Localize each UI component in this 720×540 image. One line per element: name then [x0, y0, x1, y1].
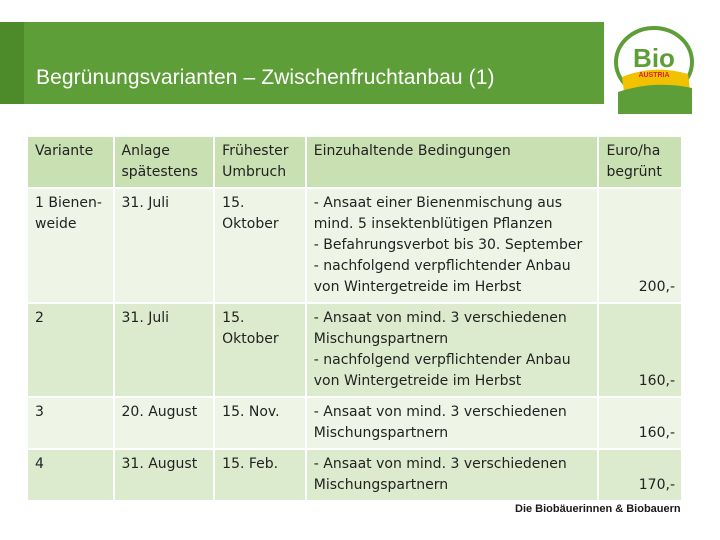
- bedingung-line: - Ansaat einer Bienenmischung aus mind. 5 insektenblütigen Pflanzen: [313, 195, 562, 232]
- cell-bedingungen: [306, 397, 599, 449]
- slide-title: Begrünungsvarianten – Zwischenfruchtanbau (1): [36, 66, 495, 89]
- table-row: [28, 449, 682, 501]
- header-band: [0, 22, 604, 104]
- footer-text: Die Biobäuerinnen & Biobauern: [515, 503, 681, 515]
- table-header-row: [28, 137, 682, 188]
- header-variante: Variante: [28, 137, 114, 188]
- cell-euro: 160,-: [598, 303, 682, 397]
- cell-variante: 2: [28, 303, 114, 397]
- cell-variante: 3: [28, 397, 114, 449]
- bedingung-line: - Ansaat von mind. 3 verschiedenen Mischungspartnern: [313, 404, 567, 441]
- header-anlage: Anlage spätestens: [114, 137, 215, 188]
- header-umbruch: Frühester Umbruch: [214, 137, 306, 188]
- cell-euro: 200,-: [598, 188, 682, 303]
- bedingung-line: - Ansaat von mind. 3 verschiedenen Mischungspartnern: [313, 456, 567, 493]
- cell-anlage: 31. Juli: [114, 188, 215, 303]
- logo-big-text: Bio: [633, 43, 675, 73]
- cell-umbruch: 15. Oktober: [214, 188, 306, 303]
- header-euro: Euro/ha begrünt: [598, 137, 682, 188]
- cell-umbruch: 15. Feb.: [214, 449, 306, 501]
- header-bedingungen: Einzuhaltende Bedingungen: [306, 137, 599, 188]
- cell-umbruch: 15. Nov.: [214, 397, 306, 449]
- cell-anlage: 31. August: [114, 449, 215, 501]
- cell-euro: 170,-: [598, 449, 682, 501]
- cell-variante: 1 Bienen-weide: [28, 188, 114, 303]
- cell-variante: 4: [28, 449, 114, 501]
- logo-small-text: AUSTRIA: [638, 72, 670, 79]
- cell-anlage: 31. Juli: [114, 303, 215, 397]
- cell-umbruch: 15. Oktober: [214, 303, 306, 397]
- table-row: [28, 188, 682, 303]
- bedingung-line: - Ansaat von mind. 3 verschiedenen Mischungspartnern: [313, 310, 567, 347]
- table-row: [28, 397, 682, 449]
- bedingung-line: - Befahrungsverbot bis 30. September: [313, 237, 583, 253]
- bedingung-line: - nachfolgend verpflichtender Anbau von Wintergetreide im Herbst: [313, 352, 571, 389]
- cell-euro: 160,-: [598, 397, 682, 449]
- varianten-table: [28, 137, 683, 502]
- cell-bedingungen: [306, 188, 599, 303]
- bio-austria-logo-icon: [610, 22, 720, 114]
- cell-bedingungen: [306, 449, 599, 501]
- cell-anlage: 20. August: [114, 397, 215, 449]
- header-inner: [24, 22, 604, 104]
- cell-bedingungen: [306, 303, 599, 397]
- bedingung-line: - nachfolgend verpflichtender Anbau von Wintergetreide im Herbst: [313, 258, 571, 295]
- table-row: [28, 303, 682, 397]
